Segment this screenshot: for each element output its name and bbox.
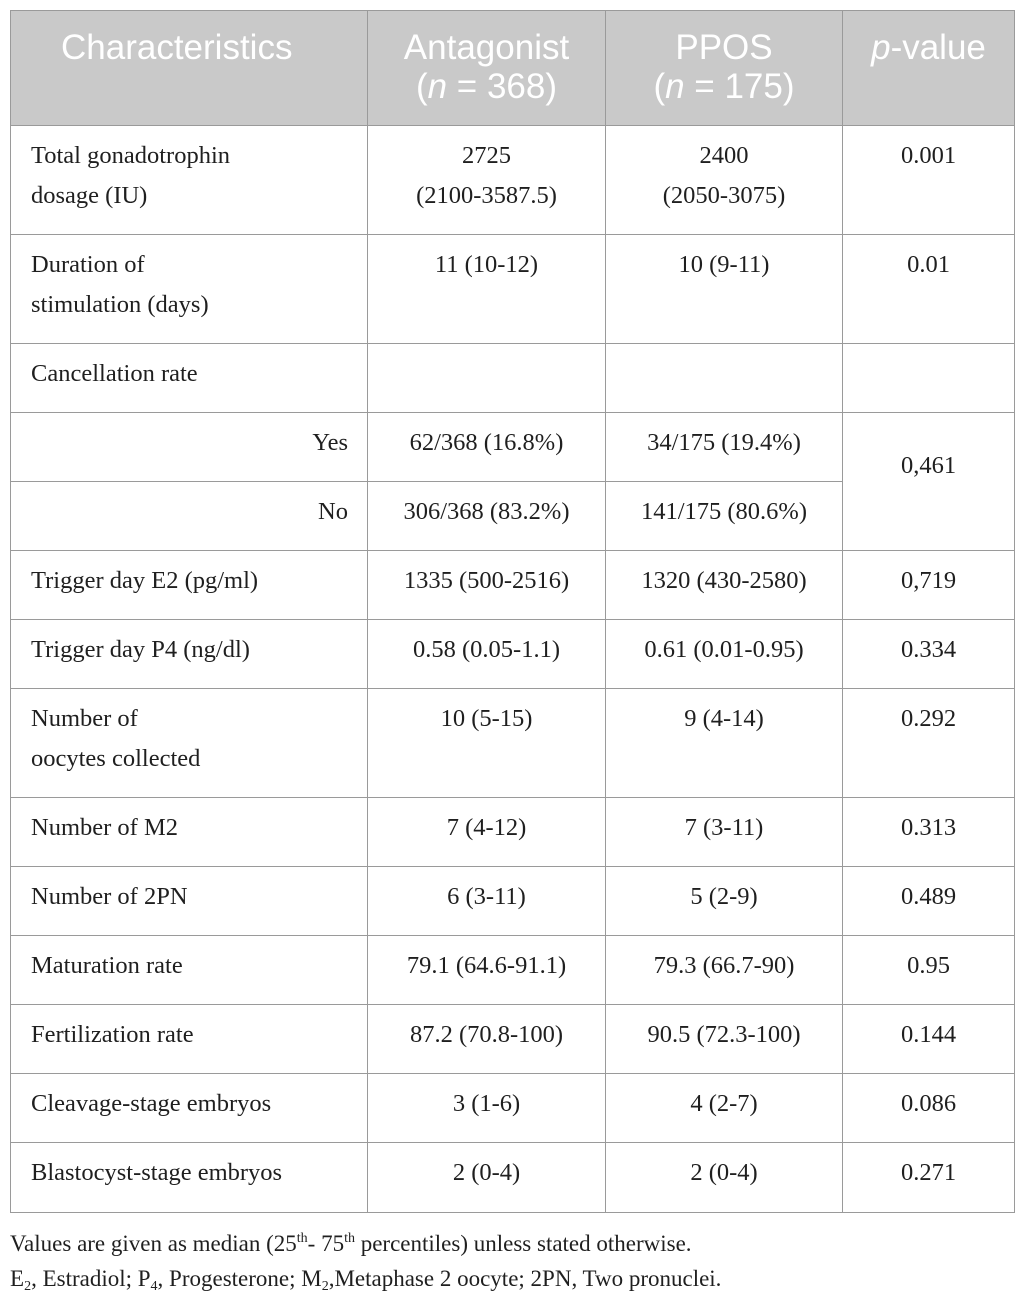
row-label: Cancellation rate xyxy=(11,344,368,413)
cell-antagonist: 79.1 (64.6-91.1) xyxy=(368,936,606,1005)
table-row xyxy=(11,798,1015,867)
cell-antagonist: 6 (3-11) xyxy=(368,867,606,936)
table-row xyxy=(11,1074,1015,1143)
cell-antagonist: 11 (10-12) xyxy=(368,235,606,344)
table-row xyxy=(11,235,1015,344)
cell-p-value: 0.292 xyxy=(843,689,1015,798)
header-characteristics: Characteristics xyxy=(11,11,368,126)
row-label: Trigger day P4 (ng/dl) xyxy=(11,620,368,689)
table-row xyxy=(11,1005,1015,1074)
table-row xyxy=(11,413,1015,482)
cell-ppos: 0.61 (0.01-0.95) xyxy=(606,620,843,689)
cell-p-value xyxy=(843,344,1015,413)
cell-p-value-merged: 0,461 xyxy=(843,413,1015,551)
cell-antagonist: 0.58 (0.05-1.1) xyxy=(368,620,606,689)
cell-antagonist: 62/368 (16.8%) xyxy=(368,413,606,482)
row-label: Maturation rate xyxy=(11,936,368,1005)
row-label-yes: Yes xyxy=(11,413,368,482)
cell-antagonist: 2 (0-4) xyxy=(368,1143,606,1213)
cell-ppos: 34/175 (19.4%) xyxy=(606,413,843,482)
row-label: Trigger day E2 (pg/ml) xyxy=(11,551,368,620)
table-footnotes xyxy=(10,1221,1014,1304)
row-label: Blastocyst-stage embryos xyxy=(11,1143,368,1213)
cell-antagonist xyxy=(368,344,606,413)
cell-p-value: 0.489 xyxy=(843,867,1015,936)
row-label: Cleavage-stage embryos xyxy=(11,1074,368,1143)
row-label: Total gonadotrophin dosage (IU) xyxy=(11,126,368,235)
cell-ppos: 2400 (2050-3075) xyxy=(606,126,843,235)
cell-antagonist: 3 (1-6) xyxy=(368,1074,606,1143)
cell-p-value: 0.001 xyxy=(843,126,1015,235)
table-row xyxy=(11,620,1015,689)
footnote-values: Values are given as median (25th- 75th percentiles) unless stated otherwise. xyxy=(10,1231,692,1256)
cell-ppos: 90.5 (72.3-100) xyxy=(606,1005,843,1074)
cell-p-value: 0.95 xyxy=(843,936,1015,1005)
cell-p-value: 0.144 xyxy=(843,1005,1015,1074)
cell-ppos xyxy=(606,344,843,413)
table-row xyxy=(11,867,1015,936)
table-row xyxy=(11,689,1015,798)
cell-p-value: 0.271 xyxy=(843,1143,1015,1213)
cell-p-value: 0.086 xyxy=(843,1074,1015,1143)
cell-ppos: 4 (2-7) xyxy=(606,1074,843,1143)
header-ppos-n: (n = 175) xyxy=(653,67,795,106)
cell-antagonist: 87.2 (70.8-100) xyxy=(368,1005,606,1074)
table-row xyxy=(11,1143,1015,1213)
cell-ppos: 141/175 (80.6%) xyxy=(606,482,843,551)
cell-p-value: 0.334 xyxy=(843,620,1015,689)
cell-ppos: 2 (0-4) xyxy=(606,1143,843,1213)
cell-ppos: 9 (4-14) xyxy=(606,689,843,798)
header-antagonist: Antagonist (n = 368) xyxy=(368,11,606,126)
cell-antagonist: 2725 (2100-3587.5) xyxy=(368,126,606,235)
cell-antagonist: 10 (5-15) xyxy=(368,689,606,798)
results-table-container xyxy=(10,10,1014,1213)
row-label: Number of M2 xyxy=(11,798,368,867)
table-row xyxy=(11,344,1015,413)
cell-p-value: 0.313 xyxy=(843,798,1015,867)
cell-antagonist: 306/368 (83.2%) xyxy=(368,482,606,551)
table-header-row xyxy=(11,11,1015,126)
cell-p-value: 0,719 xyxy=(843,551,1015,620)
cell-ppos: 1320 (430-2580) xyxy=(606,551,843,620)
row-label: Fertilization rate xyxy=(11,1005,368,1074)
cell-p-value: 0.01 xyxy=(843,235,1015,344)
results-table xyxy=(10,10,1015,1213)
row-label: Duration of stimulation (days) xyxy=(11,235,368,344)
header-p-value: p-value xyxy=(843,11,1015,126)
row-label: Number of 2PN xyxy=(11,867,368,936)
header-ppos: PPOS (n = 175) xyxy=(606,11,843,126)
cell-antagonist: 1335 (500-2516) xyxy=(368,551,606,620)
table-row xyxy=(11,551,1015,620)
footnote-abbreviations: $E_2$, Estradiol; $P_4$, Progesterone; $M_2,Metaphase$ 2 oocyte; 2PN, Two pronuclei. xyxy=(10,1266,722,1294)
cell-ppos: 79.3 (66.7-90) xyxy=(606,936,843,1005)
row-label-no: No xyxy=(11,482,368,551)
cell-antagonist: 7 (4-12) xyxy=(368,798,606,867)
table-row xyxy=(11,936,1015,1005)
table-row xyxy=(11,126,1015,235)
cell-ppos: 10 (9-11) xyxy=(606,235,843,344)
cell-ppos: 7 (3-11) xyxy=(606,798,843,867)
header-antagonist-n: (n = 368) xyxy=(415,67,558,106)
cell-ppos: 5 (2-9) xyxy=(606,867,843,936)
row-label: Number of oocytes collected xyxy=(11,689,368,798)
